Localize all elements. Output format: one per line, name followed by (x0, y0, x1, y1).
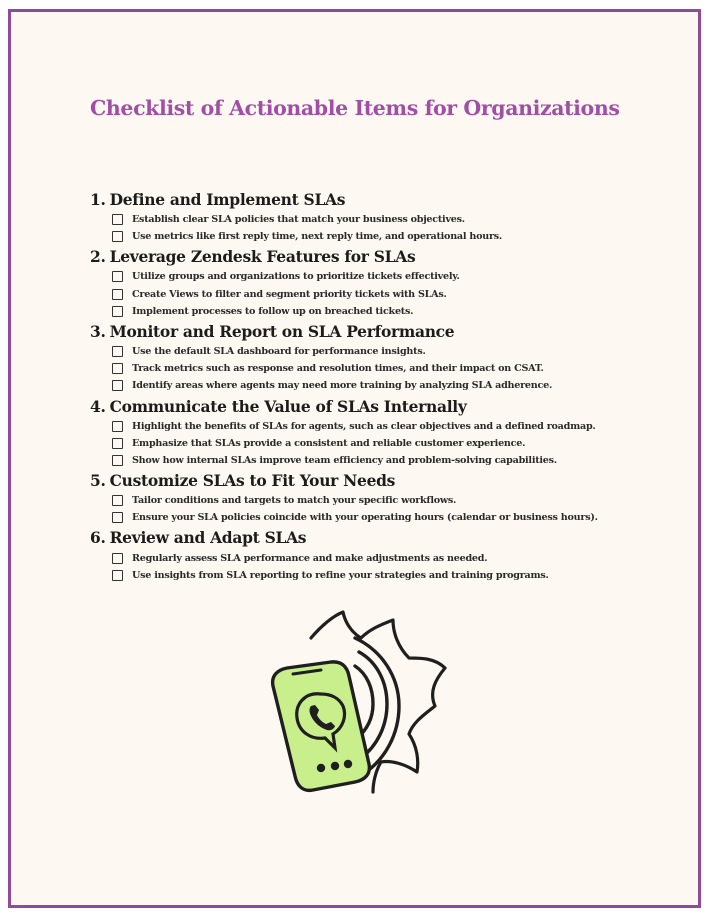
checklist-section-3 (90, 320, 690, 395)
page-title: Checklist of Actionable Items for Organizations (90, 96, 620, 120)
checklist-items (90, 492, 690, 526)
checklist-page (8, 9, 701, 908)
section-heading (90, 188, 690, 211)
section-heading (90, 320, 690, 343)
checklist-section-1 (90, 188, 690, 245)
checklist-item-text: Create Views to filter and segment priority tickets with SLAs. (132, 288, 447, 300)
checkbox[interactable] (112, 306, 123, 317)
checklist-item-text: Use insights from SLA reporting to refine your strategies and training programs. (132, 569, 549, 581)
section-number: 6. (90, 528, 106, 548)
section-title: Customize SLAs to Fit Your Needs (109, 471, 396, 491)
section-title: Define and Implement SLAs (109, 190, 346, 209)
checklist-item (90, 228, 690, 245)
phone-dot (331, 762, 339, 770)
section-number: 4. (90, 396, 106, 416)
checklist-item (90, 567, 690, 584)
section-heading (90, 245, 690, 268)
section-heading (90, 395, 690, 418)
checkbox[interactable] (112, 363, 123, 374)
section-heading (90, 469, 690, 492)
section-number: 1. (90, 190, 106, 209)
checklist-item-text: Use metrics like first reply time, next reply time, and operational hours. (132, 231, 503, 243)
ringing-phone-icon (259, 608, 459, 798)
checklist-item-text: Use the default SLA dashboard for performance insights. (132, 346, 426, 358)
section-number: 3. (90, 321, 106, 341)
checklist-item (90, 509, 690, 526)
checklist-item (90, 268, 690, 285)
checklist-item (90, 303, 690, 320)
section-heading (90, 526, 690, 549)
checklist-item-text: Identify areas where agents may need more training by analyzing SLA adherence. (132, 380, 553, 392)
checklist-item-text: Emphasize that SLAs provide a consistent and reliable customer experience. (132, 437, 526, 449)
checklist-item (90, 286, 690, 303)
checklist-items (90, 211, 690, 245)
checklist-item (90, 452, 690, 469)
checkbox[interactable] (112, 495, 123, 506)
checklist-item-text: Ensure your SLA policies coincide with your operating hours (calendar or business hours). (132, 512, 598, 524)
checkbox[interactable] (112, 421, 123, 432)
checklist-section-4 (90, 395, 690, 470)
checklist-item (90, 211, 690, 228)
checkbox[interactable] (112, 214, 123, 225)
checkbox[interactable] (112, 512, 123, 523)
section-number: 2. (90, 247, 106, 267)
phone-dot (317, 764, 325, 772)
checklist-sections (90, 188, 690, 584)
checklist-item (90, 343, 690, 360)
checkbox[interactable] (112, 380, 123, 391)
section-number: 5. (90, 471, 106, 491)
section-title: Monitor and Report on SLA Performance (109, 321, 455, 341)
checkbox[interactable] (112, 438, 123, 449)
checklist-section-5 (90, 469, 690, 526)
phone-dot (344, 760, 352, 768)
checklist-item (90, 435, 690, 452)
checkbox[interactable] (112, 346, 123, 357)
checklist-item (90, 360, 690, 377)
checkbox[interactable] (112, 570, 123, 581)
checklist-section-2 (90, 245, 690, 320)
section-title: Review and Adapt SLAs (109, 528, 307, 548)
checklist-item-text: Show how internal SLAs improve team efficiency and problem-solving capabilities. (132, 454, 557, 466)
checklist-items (90, 549, 690, 583)
checkbox[interactable] (112, 553, 123, 564)
checklist-item-text: Highlight the benefits of SLAs for agents, such as clear objectives and a defined roadmap. (132, 420, 596, 432)
checklist-items (90, 418, 690, 470)
section-title: Leverage Zendesk Features for SLAs (109, 247, 416, 267)
checkbox[interactable] (112, 289, 123, 300)
checklist-items (90, 268, 690, 320)
checklist-item-text: Tailor conditions and targets to match your specific workflows. (132, 495, 457, 507)
section-title: Communicate the Value of SLAs Internally (109, 396, 467, 416)
checkbox[interactable] (112, 231, 123, 242)
checklist-item-text: Utilize groups and organizations to prioritize tickets effectively. (132, 271, 460, 283)
checklist-item-text: Establish clear SLA policies that match your business objectives. (132, 214, 465, 226)
checkbox[interactable] (112, 271, 123, 282)
checklist-item-text: Track metrics such as response and resolution times, and their impact on CSAT. (132, 363, 544, 375)
checklist-item-text: Implement processes to follow up on breached tickets. (132, 305, 414, 317)
checklist-item (90, 492, 690, 509)
checklist-item (90, 377, 690, 394)
checklist-item-text: Regularly assess SLA performance and make adjustments as needed. (132, 552, 488, 564)
checklist-item (90, 549, 690, 566)
checklist-section-6 (90, 526, 690, 583)
checklist-item (90, 418, 690, 435)
checklist-items (90, 343, 690, 395)
checkbox[interactable] (112, 455, 123, 466)
